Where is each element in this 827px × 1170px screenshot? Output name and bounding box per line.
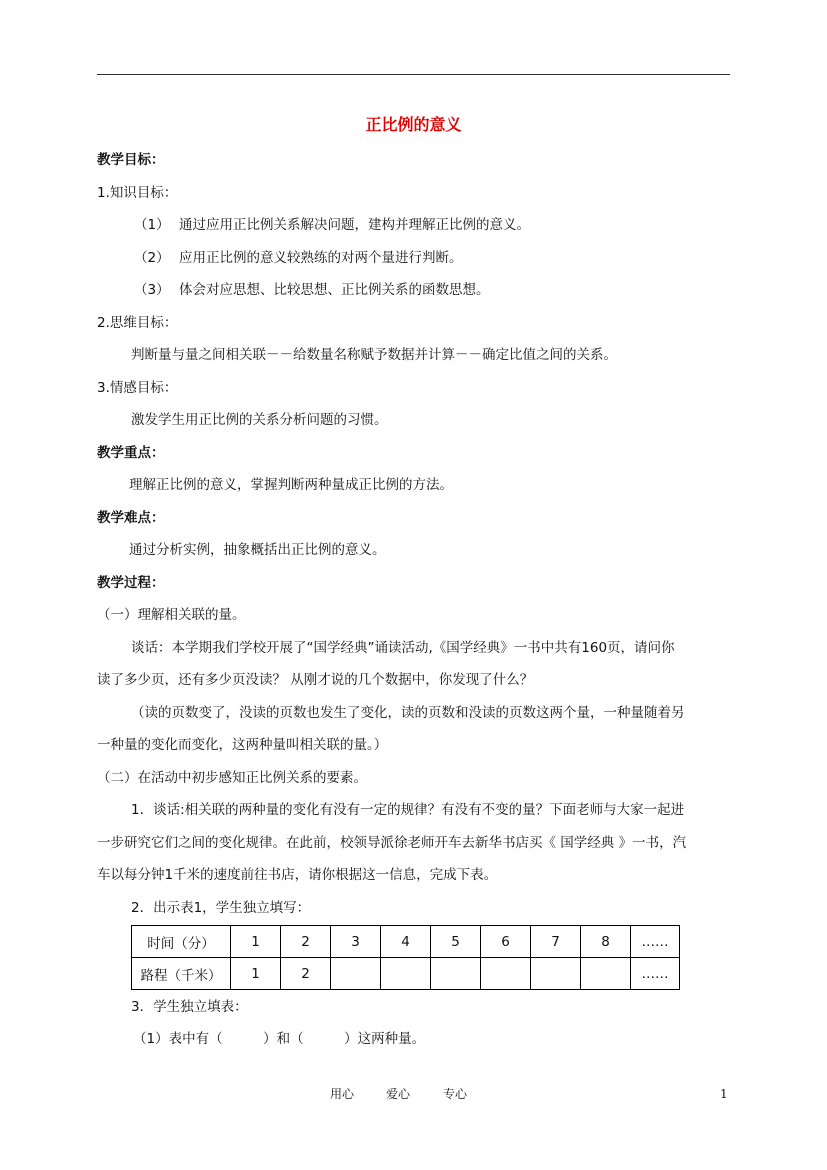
page-number: 1	[720, 1087, 728, 1101]
key-point-heading: 教学重点：	[97, 445, 165, 461]
thinking-goal-label: 2.思维目标：	[97, 315, 178, 331]
table-cell	[431, 958, 481, 990]
table-cell	[581, 958, 631, 990]
item-text: 通过应用正比例关系解决问题，建构并理解正比例的意义。	[179, 217, 530, 233]
process-heading: 教学过程：	[97, 575, 165, 591]
table-cell: 2	[281, 926, 331, 958]
knowledge-item-1	[134, 216, 530, 234]
section-two-heading: （二）在活动中初步感知正比例关系的要素。	[97, 770, 367, 786]
table-cell	[381, 958, 431, 990]
show-table-instruction: 2．出示表1，学生独立填写：	[131, 900, 311, 916]
emotion-goal-label: 3.情感目标：	[97, 380, 178, 396]
table-cell	[531, 958, 581, 990]
emotion-goal-text: 激发学生用正比例的关系分析问题的习惯。	[131, 412, 388, 428]
table-cell: 5	[431, 926, 481, 958]
table-cell: 4	[381, 926, 431, 958]
knowledge-item-3	[134, 281, 490, 299]
talk-one-line-2: 读了多少页，还有多少页没读？ 从刚才说的几个数据中，你发现了什么？	[97, 672, 534, 688]
talk-two-line-2: 一步研究它们之间的变化规律。在此前，校领导派徐老师开车去新华书店买《 国学经典 》一书，汽	[97, 835, 687, 851]
table-cell: 3	[331, 926, 381, 958]
footer-motto-3: 专心	[443, 1087, 468, 1101]
table-cell: ……	[631, 958, 680, 990]
item-number: （2）	[134, 250, 170, 266]
goals-heading: 教学目标：	[97, 152, 165, 168]
thinking-goal-text: 判断量与量之间相关联－－给数量名称赋予数据并计算－－确定比值之间的关系。	[131, 347, 617, 363]
answer-one-line-2: 一种量的变化而变化，这两种量叫相关联的量。）	[97, 737, 388, 753]
header-rule	[97, 74, 730, 75]
time-distance-table	[131, 925, 680, 990]
difficulty-heading: 教学难点：	[97, 510, 165, 526]
talk-one-line-1: 谈话：本学期我们学校开展了“国学经典”诵读活动,《国学经典》一书中共有160页，请问你	[131, 640, 675, 656]
item-number: （3）	[134, 282, 170, 298]
table-row	[132, 958, 680, 990]
table-cell: ……	[631, 926, 680, 958]
table-cell	[331, 958, 381, 990]
footer-motto-2: 爱心	[386, 1087, 411, 1101]
table-cell: 1	[231, 958, 281, 990]
question-one: （1）表中有（ ）和（ ）这两种量。	[133, 1031, 426, 1047]
answer-one-line-1: （读的页数变了，没读的页数也发生了变化，读的页数和没读的页数这两个量，一种量随着另	[131, 705, 685, 721]
table-cell: 8	[581, 926, 631, 958]
talk-two-line-3: 车以每分钟1千米的速度前往书店，请你根据这一信息，完成下表。	[97, 867, 498, 883]
table-cell: 6	[481, 926, 531, 958]
table-row	[132, 926, 680, 958]
table-cell: 7	[531, 926, 581, 958]
row-header-time: 时间（分）	[132, 926, 231, 958]
item-number: （1）	[134, 217, 170, 233]
fill-table-instruction: 3．学生独立填表：	[131, 999, 248, 1015]
table-cell: 2	[281, 958, 331, 990]
item-text: 应用正比例的意义较熟练的对两个量进行判断。	[179, 250, 463, 266]
difficulty-text: 通过分析实例，抽象概括出正比例的意义。	[129, 542, 386, 558]
footer-motto-1: 用心	[330, 1087, 355, 1101]
key-point-text: 理解正比例的意义，掌握判断两种量成正比例的方法。	[129, 477, 453, 493]
table-cell: 1	[231, 926, 281, 958]
knowledge-goal-label: 1.知识目标：	[97, 185, 178, 201]
row-header-distance: 路程（千米）	[132, 958, 231, 990]
section-one-heading: （一）理解相关联的量。	[97, 607, 246, 623]
talk-two-line-1: 1．谈话:相关联的两种量的变化有没有一定的规律？有没有不变的量？下面老师与大家一起进	[131, 802, 685, 818]
document-title: 正比例的意义	[365, 115, 462, 134]
knowledge-item-2	[134, 249, 463, 267]
table-cell	[481, 958, 531, 990]
item-text: 体会对应思想、比较思想、正比例关系的函数思想。	[179, 282, 490, 298]
